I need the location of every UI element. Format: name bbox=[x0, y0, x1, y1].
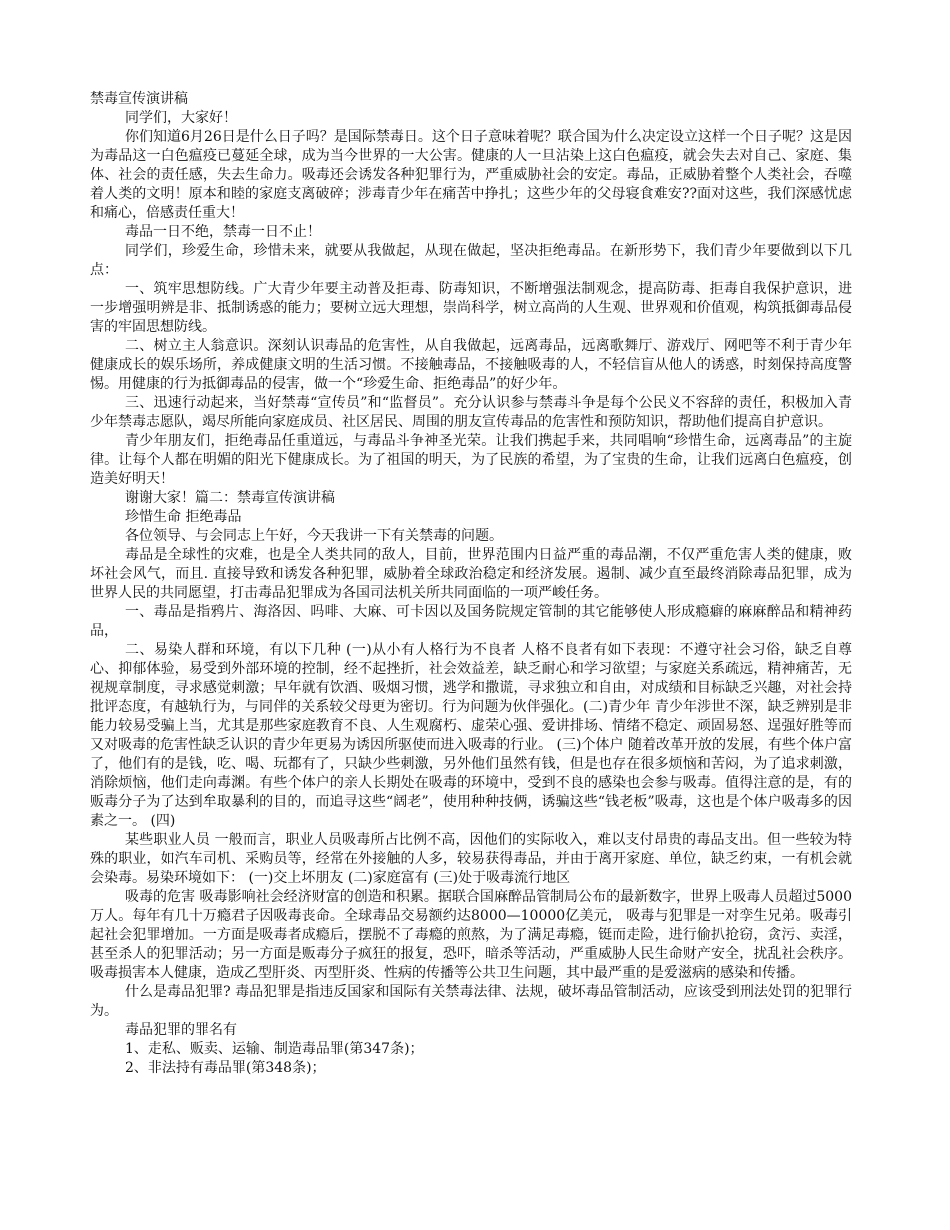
list-item-crime-1: 1、走私、贩卖、运输、制造毒品罪(第347条)； bbox=[125, 1041, 424, 1057]
paragraph-crime-list-heading: 毒品犯罪的罪名有 bbox=[125, 1022, 237, 1038]
paragraph-susceptible-groups: 二、易染人群和环境，有以下几种 (一)从小有人格行为不良者 人格不良者有如下表现：不遵守社会习俗，缺乏自尊心、抑郁体验，易受到外部环境的控制，经不起挫折，社会效益差，缺乏耐心和学习欲望；与家庭关系疏远，精神痛苦，无视规章制度，寻求感觉刺激；早年就有饮酒、吸烟习惯，逃学和撒谎，寻求独立和自由，对成绩和目标缺乏兴趣，对社会持批评态度，有越轨行为，与同伴的关系较父母更为密切。行为问题为伙伴强化。(二)青少年 青少年涉世不深，缺乏辨别是非能力较易受骗上当，尤其是那些家庭教育不良、人生观腐朽、虚荣心强、爱讲排场、情绪不稳定、顽固易怒、逞强好胜等而又对吸毒的危害性缺乏认识的青少年更易为诱因所驱使而进入吸毒的行业。 (三)个体户 随着改革开放的发展，有些个体户富了，他们有的是钱，吃、喝、玩都有了，只缺少些刺激，另外他们虽然有钱，但是也存在很多烦恼和苦闷，为了追求刺激，消除烦恼，他们走向毒渊。有些个体户的亲人长期处在吸毒的环境中，受到不良的感染也会参与吸毒。值得注意的是，有的贩毒分子为了达到牟取暴利的目的，而追寻这些“阔老”，使用种种技俩，诱骗这些“钱老板”吸毒，这也是个体户吸毒多的因素之一。 (四) bbox=[90, 642, 852, 829]
paragraph-definition: 一、毒品是指鸦片、海洛因、吗啡、大麻、可卡因以及国务院规定管制的其它能够使人形成瘾癖的麻麻醉品和精神药品， bbox=[90, 604, 852, 639]
paragraph-thanks: 谢谢大家！篇二：禁毒宣传演讲稿 bbox=[125, 490, 335, 506]
paragraph-opening: 各位领导、与会同志上午好，今天我讲一下有关禁毒的问题。 bbox=[125, 528, 503, 544]
paragraph-point-1: 一、筑牢思想防线。广大青少年要主动普及拒毒、防毒知识，不断增强法制观念，提高防毒、拒毒自我保护意识，进一步增强明辨是非、抵制诱惑的能力；要树立远大理想，崇尚科学，树立高尚的人生观、世界观和价值观，构筑抵御毒品侵害的牢固思想防线。 bbox=[90, 281, 852, 335]
paragraph-closing: 青少年朋友们，拒绝毒品任重道远，与毒品斗争神圣光荣。让我们携起手来，共同唱响“珍惜生命，远离毒品”的主旋律。让每个人都在明媚的阳光下健康成长。为了祖国的明天，为了民族的希望，为了宝贵的生命，让我们远离白色瘟疫，创造美好明天！ bbox=[90, 433, 852, 487]
paragraph-point-2: 二、树立主人翁意识。深刻认识毒品的危害性，从自我做起，远离毒品，远离歌舞厅、游戏厅、网吧等不利于青少年健康成长的娱乐场所，养成健康文明的生活习惯。不接触毒品，不接触吸毒的人，不轻信盲从他人的诱惑，时刻保持高度警惕。用健康的行为抵御毒品的侵害，做一个“珍爱生命、拒绝毒品”的好少年。 bbox=[90, 338, 852, 392]
section-heading: 珍惜生命 拒绝毒品 bbox=[125, 509, 242, 525]
paragraph-intro: 你们知道6月26日是什么日子吗？是国际禁毒日。这个日子意味着呢？联合国为什么决定设立这样一个日子呢？这是因为毒品这一白色瘟疫已蔓延全球，成为当今世界的一大公害。健康的人一旦沾染上这白色瘟疫，就会失去对自己、家庭、集体、社会的责任感，失去生命力。吸毒还会诱发各种犯罪行为，严重威胁社会的安定。毒品，正威胁着整个人类社会，吞噬着人类的文明！原本和睦的家庭支离破碎；涉毒青少年在痛苦中挣扎；这些少年的父母寝食难安??面对这些，我们深感忧虑和痛心，倍感责任重大！ bbox=[90, 129, 852, 221]
paragraph-global-disaster: 毒品是全球性的灾难，也是全人类共同的敌人，目前，世界范围内日益严重的毒品潮，不仅严重危害人类的健康，败坏社会风气，而且. 直接导致和诱发各种犯罪，威胁着全球政治稳定和经济发展。遏制、减少直至最终消除毒品犯罪，成为世界人民的共同愿望，打击毒品犯罪成为各国司法机关所共同面临的一项严峻任务。 bbox=[90, 547, 852, 601]
document-page bbox=[90, 90, 852, 1078]
paragraph-drug-crime: 什么是毒品犯罪? 毒品犯罪是指违反国家和国际有关禁毒法律、法规，破坏毒品管制活动，应该受到刑法处罚的犯罪行为。 bbox=[90, 984, 852, 1019]
paragraph-harms: 吸毒的危害 吸毒影响社会经济财富的创造和积累。据联合国麻醉品管制局公布的最新数字，世界上吸毒人员超过5000万人。每年有几十万瘾君子因吸毒丧命。全球毒品交易额约达8000—10000亿美元， 吸毒与犯罪是一对孪生兄弟。吸毒引起社会犯罪增加。一方面是吸毒者成瘾后，摆脱不了毒瘾的煎熬，为了满足毒瘾，铤而走险，进行偷扒抢窃，贪污、卖淫，甚至杀人的犯罪活动；另一方面是贩毒分子疯狂的报复，恐吓，暗杀等活动，严重威胁人民生命财产安全，扰乱社会秩序。 吸毒损害本人健康，造成乙型肝炎、丙型肝炎、性病的传播等公共卫生问题，其中最严重的是爱滋病的感染和传播。 bbox=[90, 889, 852, 981]
paragraph-slogan: 毒品一日不绝，禁毒一日不止！ bbox=[125, 224, 321, 240]
paragraph-greeting: 同学们，大家好！ bbox=[125, 110, 237, 126]
paragraph-point-3: 三、迅速行动起来，当好禁毒“宣传员”和“监督员”。充分认识参与禁毒斗争是每个公民义不容辞的责任，积极加入青少年禁毒志愿队，竭尽所能向家庭成员、社区居民、周围的朋友宣传毒品的危害性和预防知识，帮助他们提高自护意识。 bbox=[90, 395, 852, 430]
paragraph-call: 同学们，珍爱生命，珍惜未来，就要从我做起，从现在做起，坚决拒绝毒品。在新形势下，我们青少年要做到以下几点： bbox=[90, 243, 852, 278]
paragraph-professionals: 某些职业人员 一般而言，职业人员吸毒所占比例不高，因他们的实际收入，难以支付昂贵的毒品支出。但一些较为特殊的职业，如汽车司机、采购员等，经常在外接触的人多，较易获得毒品，并由于离开家庭、单位，缺乏约束，一有机会就会染毒。易染环境如下： (一)交上坏朋友 (二)家庭富有 (三)处于吸毒流行地区 bbox=[90, 832, 852, 886]
document-title: 禁毒宣传演讲稿 bbox=[90, 91, 188, 107]
list-item-crime-2: 2、非法持有毒品罪(第348条)； bbox=[125, 1060, 326, 1076]
